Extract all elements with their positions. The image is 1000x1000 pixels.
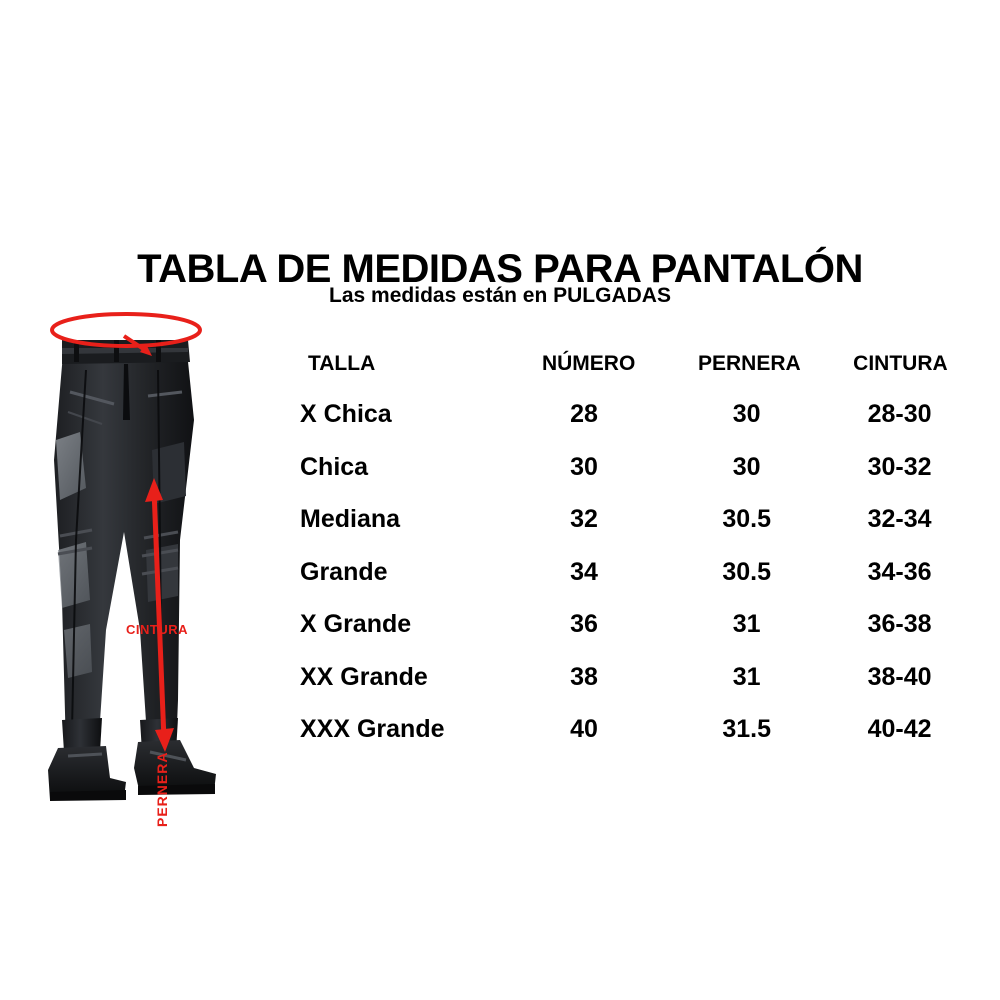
table-row <box>280 610 970 663</box>
cell-pernera: 30.5 <box>722 505 771 533</box>
product-image <box>28 300 273 827</box>
page-subtitle: Las medidas están en PULGADAS <box>329 284 671 307</box>
cell-numero: 32 <box>570 505 598 533</box>
cell-pernera: 30 <box>732 452 761 481</box>
cell-numero: 34 <box>570 557 598 586</box>
cell-talla: X Chica <box>300 400 392 428</box>
cell-numero: 30 <box>570 452 598 481</box>
inseam-annotation-label: PERNERA <box>154 751 170 827</box>
cell-talla: X Grande <box>300 610 412 638</box>
cell-numero: 38 <box>570 662 598 691</box>
table-row <box>280 453 970 506</box>
table-row <box>280 663 970 716</box>
column-header-pernera: PERNERA <box>697 352 801 375</box>
cell-talla: XX Grande <box>300 662 428 691</box>
page-title: TABLA DE MEDIDAS PARA PANTALÓN <box>137 246 863 291</box>
cell-talla: Mediana <box>300 505 401 533</box>
size-table <box>280 352 970 768</box>
cell-numero: 40 <box>570 715 598 743</box>
column-header-numero: NÚMERO <box>541 352 636 375</box>
cell-pernera: 30.5 <box>722 557 771 586</box>
cell-talla: Grande <box>300 557 388 586</box>
cell-cintura: 34-36 <box>867 557 932 586</box>
cell-pernera: 30 <box>732 400 761 428</box>
cell-pernera: 31 <box>732 662 761 691</box>
cell-talla: Chica <box>300 452 369 481</box>
column-header-talla: TALLA <box>308 352 376 375</box>
waist-annotation-label: CINTURA <box>126 622 188 637</box>
table-row <box>280 558 970 611</box>
column-header-cintura: CINTURA <box>853 352 948 375</box>
cell-cintura: 32-34 <box>867 505 932 533</box>
cell-pernera: 31.5 <box>722 715 771 743</box>
cell-numero: 36 <box>570 610 598 638</box>
cell-pernera: 31 <box>732 610 761 638</box>
cell-cintura: 36-38 <box>867 610 932 638</box>
cell-cintura: 40-42 <box>867 715 932 743</box>
cell-numero: 28 <box>570 400 598 428</box>
cell-cintura: 38-40 <box>867 662 932 691</box>
table-row <box>280 715 970 768</box>
cell-cintura: 30-32 <box>867 452 932 481</box>
table-row <box>280 505 970 558</box>
table-row <box>280 400 970 453</box>
cell-cintura: 28-30 <box>867 400 932 428</box>
motorcycle-pants-illustration <box>28 300 273 820</box>
cell-talla: XXX Grande <box>300 715 445 743</box>
table-header-row <box>280 352 970 400</box>
